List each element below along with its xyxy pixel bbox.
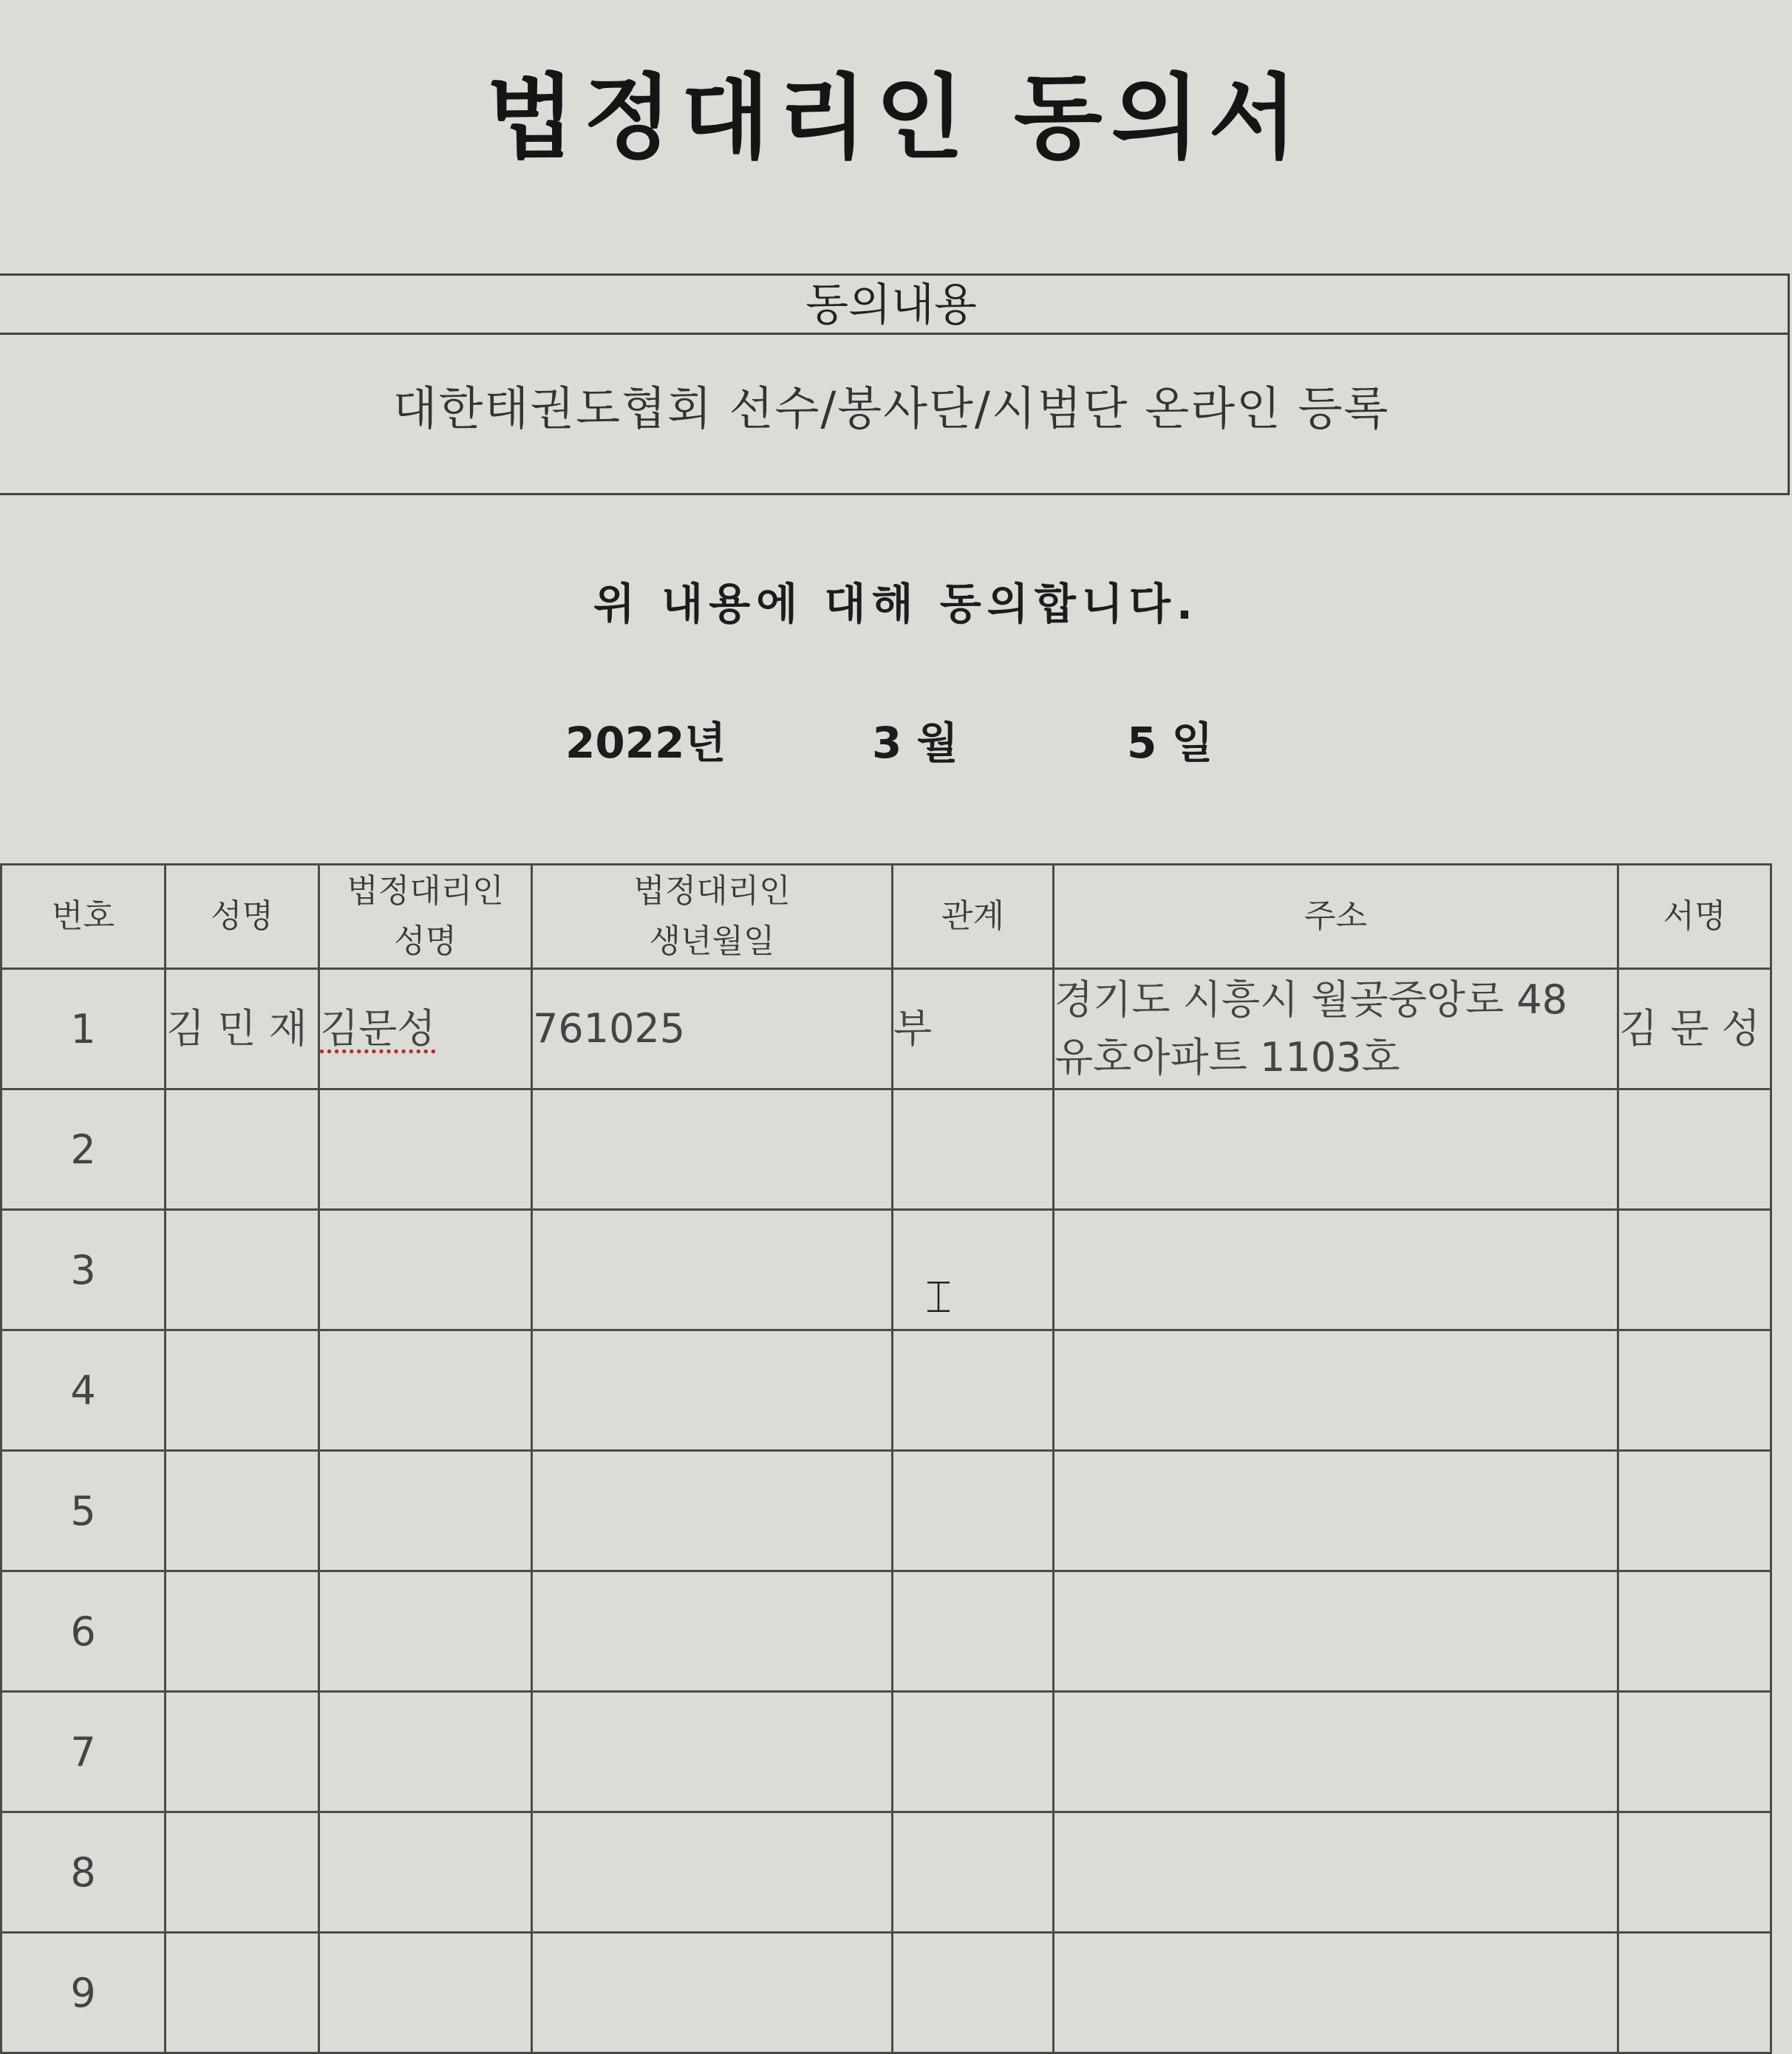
address-cell[interactable] (1054, 1692, 1618, 1812)
guardian-birth-cell[interactable] (532, 1210, 893, 1330)
consent-box (0, 273, 1790, 495)
signature-cell[interactable] (1618, 1330, 1771, 1451)
guardian-birth-cell[interactable] (532, 1933, 893, 2053)
relation-cell[interactable] (893, 1933, 1054, 2053)
header-relation: 관계 (893, 865, 1054, 969)
table-row (1, 1330, 1771, 1451)
guardian-name-cell[interactable]: 김문성 (319, 969, 532, 1089)
guardian-birth-cell[interactable] (532, 1451, 893, 1571)
header-number: 번호 (1, 865, 166, 969)
name-cell[interactable] (166, 1812, 319, 1933)
guardian-name-cell[interactable] (319, 1692, 532, 1812)
name-cell[interactable] (166, 1692, 319, 1812)
header-name: 성명 (166, 865, 319, 969)
guardian-birth-cell[interactable] (532, 1571, 893, 1692)
guardian-birth-cell[interactable]: 761025 (532, 969, 893, 1089)
table-row (1, 1933, 1771, 2053)
table-row (1, 1089, 1771, 1210)
signature-cell[interactable] (1618, 1089, 1771, 1210)
relation-cell[interactable] (893, 1451, 1054, 1571)
header-guardian-birth (532, 865, 893, 969)
signature-cell[interactable] (1618, 1812, 1771, 1933)
consent-box-header: 동의내용 (0, 276, 1788, 335)
row-number: 2 (1, 1089, 166, 1210)
guardian-name-cell[interactable] (319, 1571, 532, 1692)
name-cell[interactable]: 김 민 재 (166, 969, 319, 1089)
guardian-table (0, 863, 1772, 2054)
guardian-name-cell[interactable] (319, 1812, 532, 1933)
consent-box-content[interactable]: 대한태권도협회 선수/봉사단/시범단 온라인 등록 (392, 381, 1390, 435)
guardian-name-cell[interactable] (319, 1210, 532, 1330)
row-number: 7 (1, 1692, 166, 1812)
relation-cell[interactable]: 부 (893, 969, 1054, 1089)
relation-cell[interactable] (893, 1571, 1054, 1692)
guardian-name-cell[interactable] (319, 1933, 532, 2053)
guardian-birth-cell[interactable] (532, 1812, 893, 1933)
header-guardian-birth-line1: 법정대리인 (633, 872, 791, 910)
address-cell[interactable] (1054, 1210, 1618, 1330)
agreement-statement: 위 내용에 대해 동의합니다. (593, 579, 1199, 629)
address-cell[interactable] (1054, 1812, 1618, 1933)
signature-cell[interactable] (1618, 1210, 1771, 1330)
address-cell[interactable] (1054, 1451, 1618, 1571)
table-row (1, 1812, 1771, 1933)
relation-cell[interactable] (893, 1812, 1054, 1933)
name-cell[interactable] (166, 1451, 319, 1571)
relation-cell[interactable] (893, 1330, 1054, 1451)
signature-cell[interactable] (1618, 1933, 1771, 2053)
row-number: 4 (1, 1330, 166, 1451)
guardian-name-cell[interactable] (319, 1089, 532, 1210)
row-number: 5 (1, 1451, 166, 1571)
header-guardian-birth-line2: 생년월일 (649, 922, 775, 960)
address-cell[interactable] (1054, 1571, 1618, 1692)
header-guardian-name-line2: 성명 (393, 922, 457, 960)
relation-cell[interactable] (893, 1210, 1054, 1330)
header-guardian-name (319, 865, 532, 969)
table-header-row (1, 865, 1771, 969)
text-cursor-icon: ⌶ (925, 1271, 952, 1323)
guardian-name-cell[interactable] (319, 1451, 532, 1571)
name-cell[interactable] (166, 1330, 319, 1451)
date-month[interactable]: 3 월 (872, 718, 958, 768)
table-row (1, 1210, 1771, 1330)
signature-cell[interactable] (1618, 1571, 1771, 1692)
header-signature: 서명 (1618, 865, 1771, 969)
header-address: 주소 (1054, 865, 1618, 969)
table-row (1, 1692, 1771, 1812)
signature-cell[interactable]: 김 문 성 (1618, 969, 1771, 1089)
name-cell[interactable] (166, 1089, 319, 1210)
document-title: 법정대리인 동의서 (486, 65, 1306, 171)
guardian-birth-cell[interactable] (532, 1330, 893, 1451)
date-year[interactable]: 2022년 (565, 718, 726, 768)
table-row (1, 1451, 1771, 1571)
relation-cell[interactable] (893, 1089, 1054, 1210)
guardian-birth-cell[interactable] (532, 1692, 893, 1812)
signature-cell[interactable] (1618, 1692, 1771, 1812)
name-cell[interactable] (166, 1571, 319, 1692)
row-number: 6 (1, 1571, 166, 1692)
address-cell[interactable]: 경기도 시흥시 월곶중앙로 48 유호아파트 1103호 (1054, 969, 1618, 1089)
address-cell[interactable] (1054, 1330, 1618, 1451)
row-number: 1 (1, 969, 166, 1089)
signature-cell[interactable] (1618, 1451, 1771, 1571)
address-cell[interactable] (1054, 1089, 1618, 1210)
date-day[interactable]: 5 일 (1127, 718, 1213, 768)
guardian-birth-cell[interactable] (532, 1089, 893, 1210)
address-cell[interactable] (1054, 1933, 1618, 2053)
row-number: 8 (1, 1812, 166, 1933)
guardian-name-cell[interactable] (319, 1330, 532, 1451)
name-cell[interactable] (166, 1933, 319, 2053)
table-row (1, 969, 1771, 1089)
header-guardian-name-line1: 법정대리인 (347, 872, 504, 910)
name-cell[interactable] (166, 1210, 319, 1330)
relation-cell[interactable] (893, 1692, 1054, 1812)
row-number: 9 (1, 1933, 166, 2053)
table-row (1, 1571, 1771, 1692)
row-number: 3 (1, 1210, 166, 1330)
